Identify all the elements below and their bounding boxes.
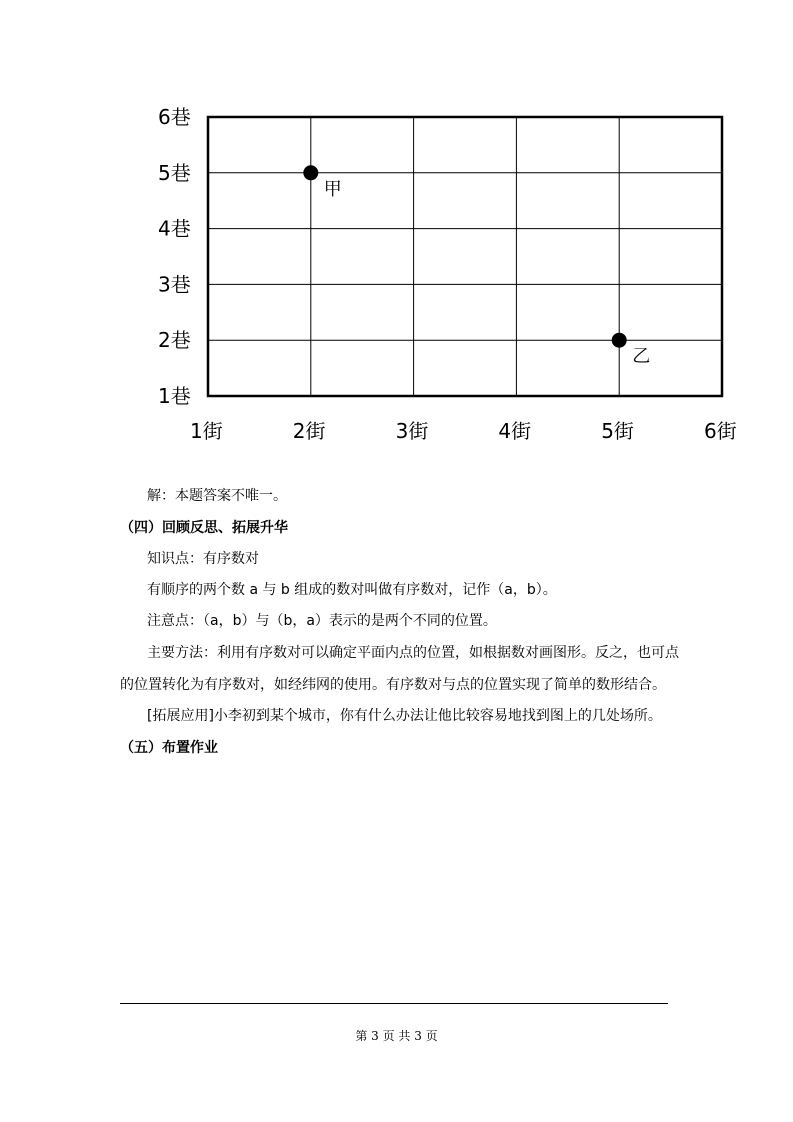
- note-text: 注意点：（a，b）与（b，a）表示的是两个不同的位置。: [147, 613, 497, 629]
- definition-text: 有顺序的两个数 a 与 b 组成的数对叫做有序数对，记作（a，b）。: [147, 582, 557, 598]
- y-tick-label: 1巷: [158, 384, 191, 408]
- data-point: [303, 165, 318, 180]
- method-text-line-2: 的位置转化为有序数对，如经纬网的使用。有序数对与点的位置实现了简单的数形结合。: [120, 677, 666, 693]
- section-5-heading: （五）布置作业: [120, 740, 218, 756]
- page-number: 第 3 页 共 3 页: [355, 1029, 438, 1043]
- y-tick-label: 2巷: [158, 328, 191, 353]
- x-tick-label: 3街: [395, 419, 429, 443]
- footer-divider: [120, 1003, 668, 1004]
- x-tick-label: 1街: [190, 419, 223, 443]
- y-tick-label: 3巷: [158, 272, 191, 297]
- x-tick-label: 6街: [704, 419, 737, 443]
- x-tick-label: 5街: [601, 419, 634, 443]
- data-point-label: 甲: [323, 178, 342, 200]
- y-tick-label: 5巷: [158, 160, 191, 185]
- x-tick-label: 2街: [292, 419, 326, 443]
- data-point: [612, 333, 627, 348]
- section-4-heading: （四）回顾反思、拓展升华: [120, 520, 288, 536]
- extension-text: [拓展应用]小李初到某个城市，你有什么办法让他比较容易地找到图上的几处场所。: [147, 708, 662, 724]
- x-tick-label: 4街: [498, 419, 532, 443]
- data-point-label: 乙: [632, 346, 651, 368]
- answer-text: 解：本题答案不唯一。: [147, 488, 287, 504]
- method-text-line-1: 主要方法：利用有序数对可以确定平面内点的位置，如根据数对画图形。反之，也可点: [147, 645, 679, 661]
- knowledge-point: 知识点：有序数对: [147, 551, 259, 567]
- y-tick-label: 4巷: [158, 216, 191, 241]
- street-alley-grid-chart: [0, 0, 793, 460]
- y-tick-label: 6巷: [158, 105, 191, 129]
